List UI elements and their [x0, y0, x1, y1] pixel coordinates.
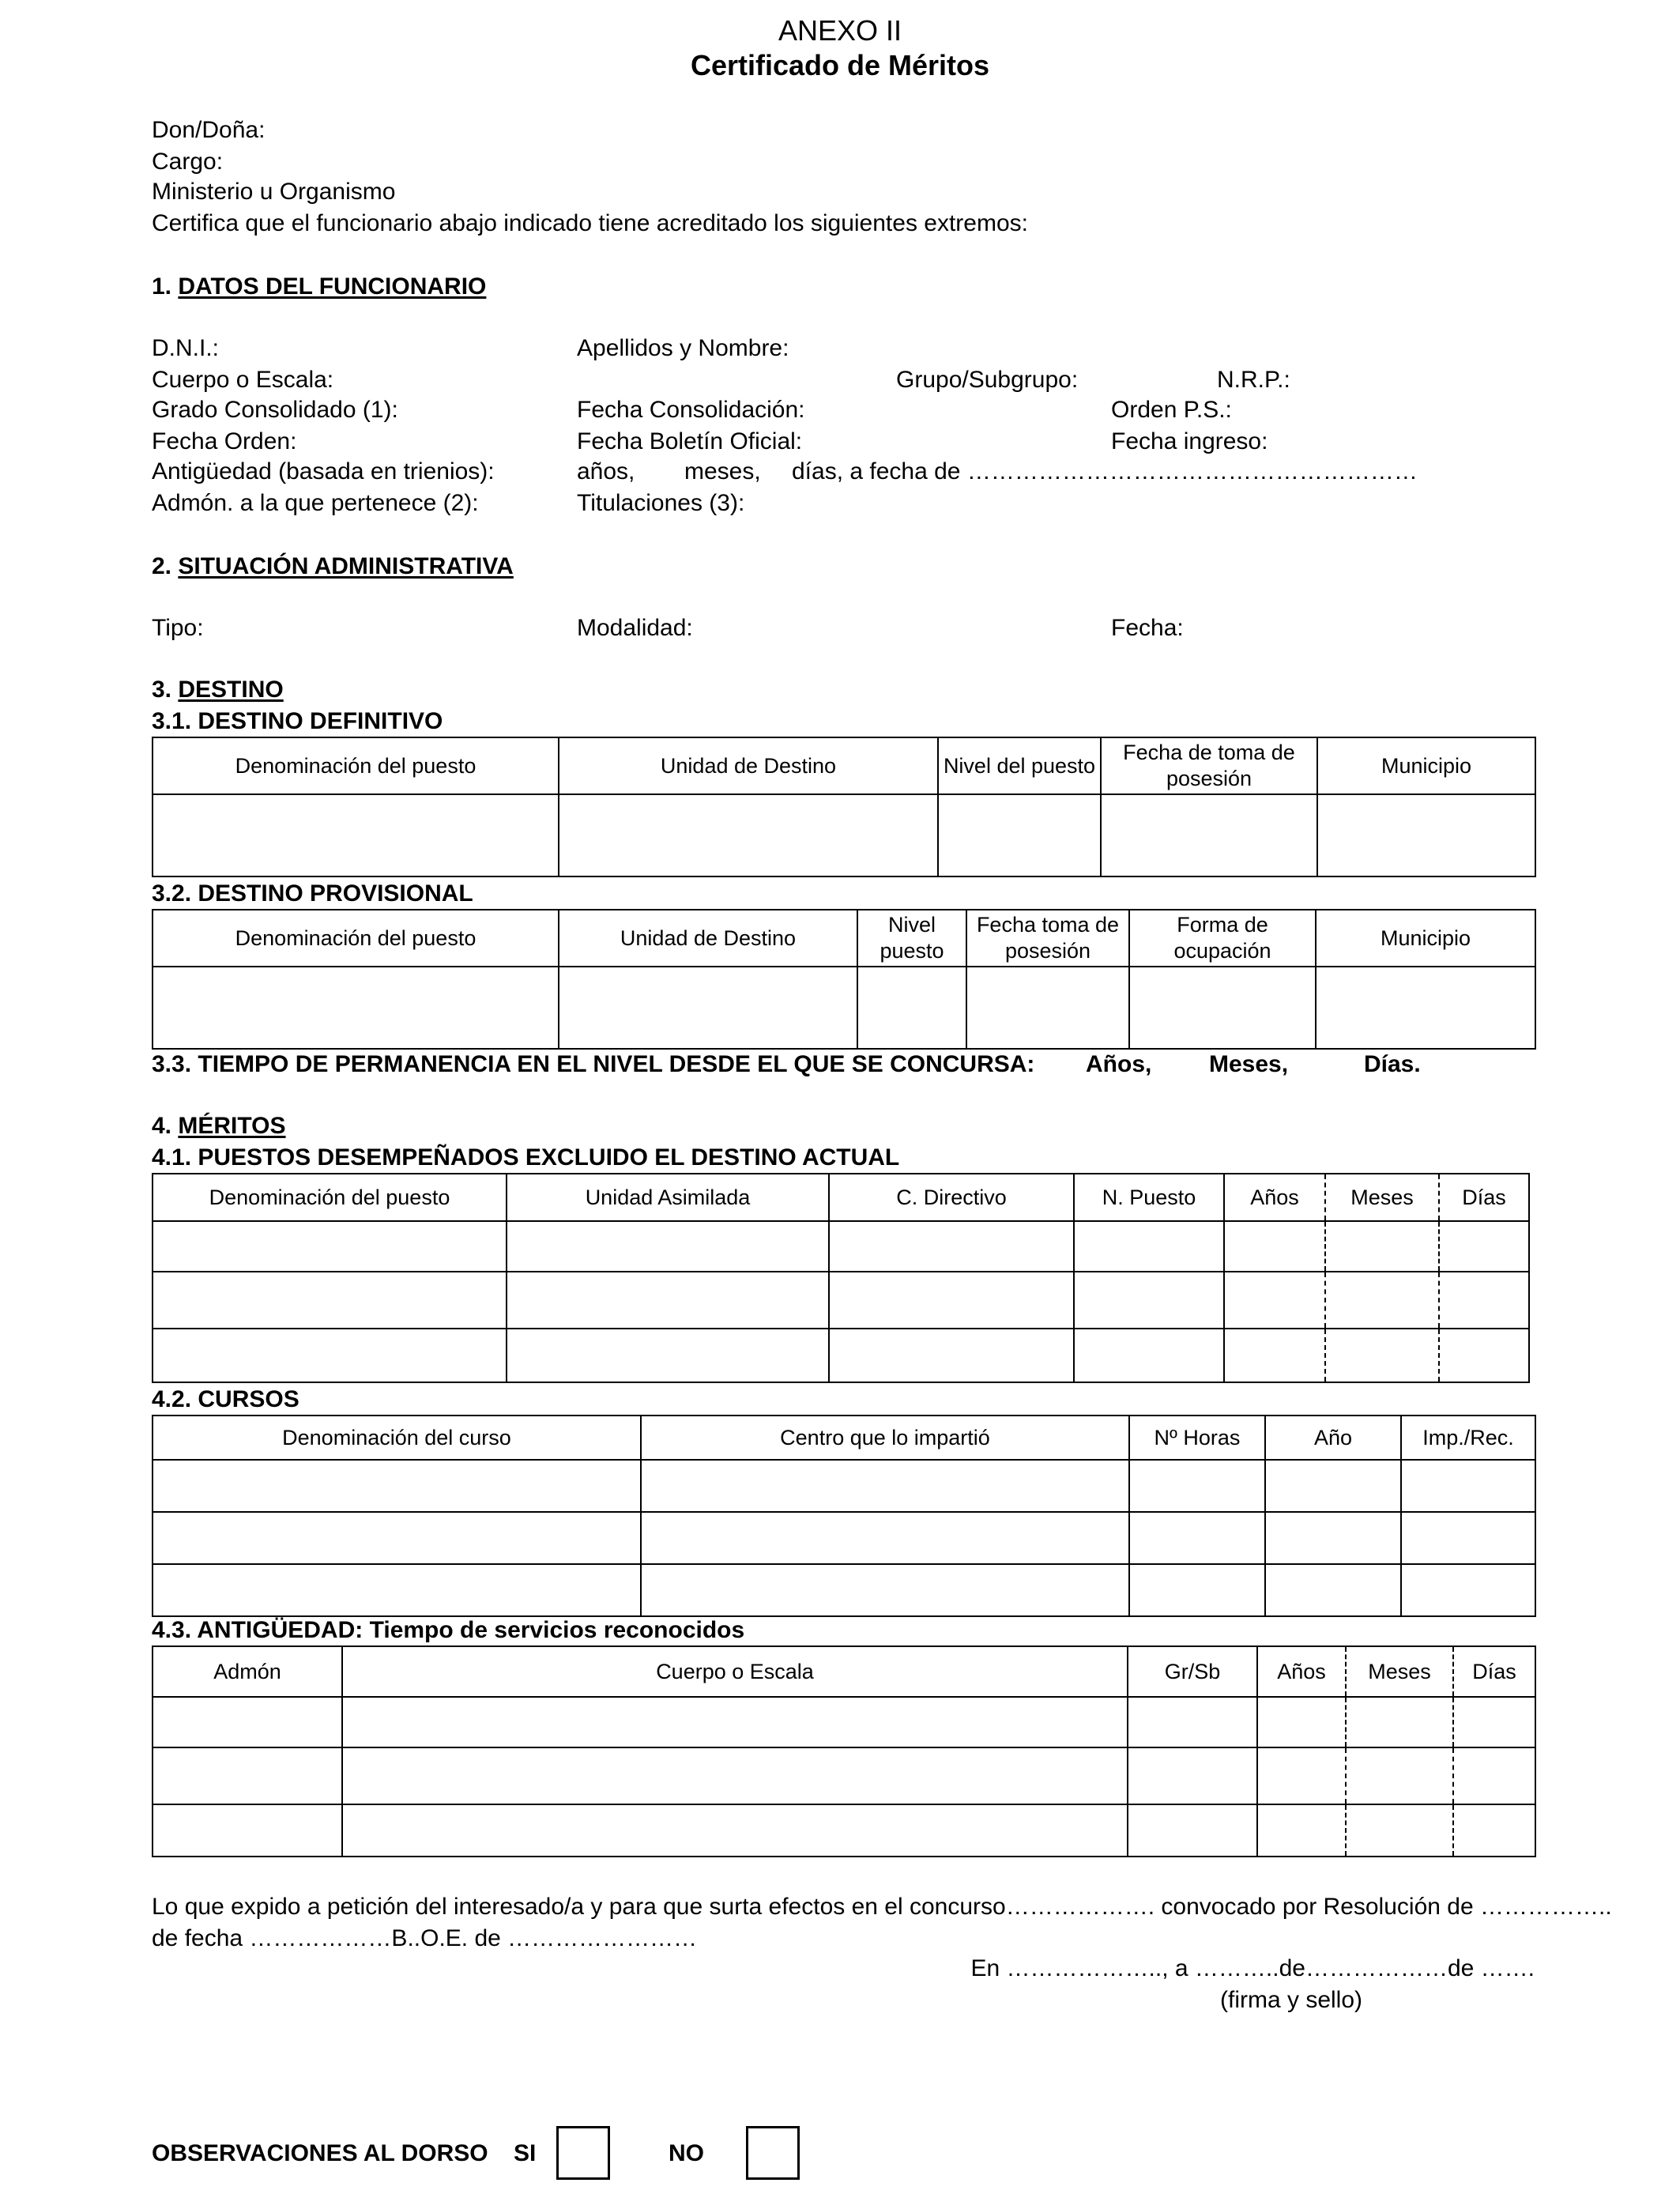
annex-label: ANEXO II — [778, 14, 902, 47]
don-label: Don/Doña: — [152, 117, 266, 143]
table-cell[interactable] — [153, 1697, 342, 1747]
table-row — [153, 1272, 1529, 1329]
section-3-number: 3. — [152, 677, 172, 703]
section-4-heading — [152, 1113, 286, 1140]
table-header-row — [153, 1646, 1535, 1697]
table-cell[interactable] — [1129, 1564, 1265, 1616]
column-header: Años — [1224, 1174, 1325, 1221]
column-header: Cuerpo o Escala — [342, 1646, 1128, 1697]
table-cell[interactable] — [1128, 1697, 1257, 1747]
cursos-title: 4.2. CURSOS — [152, 1386, 299, 1412]
modalidad-label: Modalidad: — [577, 615, 693, 641]
section-2-heading — [152, 553, 514, 580]
table-cell[interactable] — [153, 1329, 507, 1382]
table-header-row — [153, 1174, 1529, 1221]
grupo-label: Grupo/Subgrupo: — [896, 367, 1079, 393]
place-date-line: En ……………….., a ………..de………………de ……. — [970, 1955, 1535, 1981]
column-header: Denominación del puesto — [153, 737, 559, 794]
antiguedad-table — [152, 1646, 1536, 1857]
table-cell[interactable] — [1401, 1512, 1535, 1564]
table-cell[interactable] — [1074, 1272, 1224, 1329]
fecha-orden-label: Fecha Orden: — [152, 428, 297, 454]
table-cell[interactable] — [1129, 1460, 1265, 1512]
table-cell[interactable] — [1346, 1697, 1453, 1747]
table-cell[interactable] — [153, 1272, 507, 1329]
table-cell[interactable] — [153, 967, 559, 1049]
table-cell[interactable] — [1257, 1747, 1346, 1804]
table-cell[interactable] — [1128, 1747, 1257, 1804]
table-cell[interactable] — [153, 1221, 507, 1272]
table-cell[interactable] — [857, 967, 966, 1049]
si-label: SI — [514, 2140, 537, 2166]
section-4-number: 4. — [152, 1113, 172, 1139]
table-cell[interactable] — [153, 1747, 342, 1804]
section-1-number: 1. — [152, 273, 172, 300]
no-label: NO — [669, 2140, 704, 2166]
column-header: N. Puesto — [1074, 1174, 1224, 1221]
table-row — [153, 1512, 1535, 1564]
tipo-label: Tipo: — [152, 615, 204, 641]
table-cell[interactable] — [641, 1564, 1129, 1616]
table-cell[interactable] — [342, 1747, 1128, 1804]
table-header-row — [153, 1416, 1535, 1460]
table-cell[interactable] — [559, 967, 857, 1049]
apellidos-label: Apellidos y Nombre: — [577, 335, 789, 361]
column-header: Fecha toma de posesión — [966, 910, 1129, 967]
table-row — [153, 1747, 1535, 1804]
certification-statement: Lo que expido a petición del interesado/a y para que surta efectos en el concurso………………. convocado por Resolución de …………….. — [152, 1894, 1612, 1920]
column-header: Gr/Sb — [1128, 1646, 1257, 1697]
table-row — [153, 1221, 1529, 1272]
column-header: Nº Horas — [1129, 1416, 1265, 1460]
table-cell[interactable] — [1257, 1804, 1346, 1857]
table-cell[interactable] — [1439, 1272, 1529, 1329]
column-header: Municipio — [1317, 737, 1535, 794]
document-title: Certificado de Méritos — [690, 49, 990, 81]
fecha-consolidacion-label: Fecha Consolidación: — [577, 397, 805, 423]
section-2-number: 2. — [152, 553, 172, 579]
table-cell[interactable] — [1101, 794, 1317, 876]
table-cell[interactable] — [342, 1697, 1128, 1747]
section-2-title: SITUACIÓN ADMINISTRATIVA — [178, 553, 514, 579]
nrp-label: N.R.P.: — [1217, 367, 1290, 393]
table-cell[interactable] — [1325, 1329, 1439, 1382]
table-row — [153, 1804, 1535, 1857]
table-cell[interactable] — [1317, 794, 1535, 876]
column-header: Días — [1453, 1646, 1535, 1697]
admon-label: Admón. a la que pertenece (2): — [152, 490, 479, 516]
permanencia-dias: Días. — [1364, 1051, 1421, 1077]
column-header: Unidad de Destino — [559, 910, 857, 967]
permanencia-label: 3.3. TIEMPO DE PERMANENCIA EN EL NIVEL DESDE EL QUE SE CONCURSA: — [152, 1051, 1035, 1077]
table-cell[interactable] — [966, 967, 1129, 1049]
cuerpo-label: Cuerpo o Escala: — [152, 367, 334, 393]
column-header: Meses — [1325, 1174, 1439, 1221]
section-3-heading — [152, 677, 284, 703]
table-header-row — [153, 910, 1535, 967]
ministerio-label: Ministerio u Organismo — [152, 179, 396, 205]
table-row — [153, 967, 1535, 1049]
fecha-boletin-label: Fecha Boletín Oficial: — [577, 428, 803, 454]
antiguedad-title: 4.3. ANTIGÜEDAD: Tiempo de servicios reconocidos — [152, 1617, 745, 1643]
table-cell[interactable] — [1224, 1221, 1325, 1272]
table-cell[interactable] — [342, 1804, 1128, 1857]
table-row — [153, 794, 1535, 876]
table-cell[interactable] — [153, 1804, 342, 1857]
observaciones-label: OBSERVACIONES AL DORSO — [152, 2140, 488, 2166]
table-cell[interactable] — [641, 1460, 1129, 1512]
column-header: Unidad Asimilada — [507, 1174, 829, 1221]
table-cell[interactable] — [1224, 1272, 1325, 1329]
table-cell[interactable] — [153, 1460, 641, 1512]
antiguedad-anos: años, — [577, 458, 635, 484]
table-cell[interactable] — [1129, 1512, 1265, 1564]
antiguedad-label: Antigüedad (basada en trienios): — [152, 458, 495, 484]
column-header: Año — [1265, 1416, 1401, 1460]
column-header: Denominación del puesto — [153, 1174, 507, 1221]
column-header: Admón — [153, 1646, 342, 1697]
cargo-label: Cargo: — [152, 149, 224, 175]
column-header: Fecha de toma de posesión — [1101, 737, 1317, 794]
table-row — [153, 1460, 1535, 1512]
table-cell[interactable] — [829, 1221, 1074, 1272]
table-cell[interactable] — [1439, 1329, 1529, 1382]
section-3-title: DESTINO — [178, 677, 284, 703]
table-cell[interactable] — [1265, 1512, 1401, 1564]
column-header: Días — [1439, 1174, 1529, 1221]
column-header: Nivel del puesto — [938, 737, 1101, 794]
table-cell[interactable] — [153, 794, 559, 876]
table-row — [153, 1697, 1535, 1747]
si-checkbox[interactable] — [556, 2126, 610, 2180]
table-cell[interactable] — [1439, 1221, 1529, 1272]
firma-sello-label: (firma y sello) — [1220, 1987, 1363, 2013]
table-cell[interactable] — [1224, 1329, 1325, 1382]
cursos-table — [152, 1415, 1536, 1617]
no-checkbox[interactable] — [746, 2126, 800, 2180]
destino-definitivo-title: 3.1. DESTINO DEFINITIVO — [152, 708, 443, 734]
fecha-ingreso-label: Fecha ingreso: — [1111, 428, 1268, 454]
table-cell[interactable] — [1128, 1804, 1257, 1857]
table-cell[interactable] — [1401, 1460, 1535, 1512]
table-cell[interactable] — [507, 1221, 829, 1272]
table-header-row — [153, 737, 1535, 794]
table-cell[interactable] — [938, 794, 1101, 876]
table-cell[interactable] — [1325, 1221, 1439, 1272]
section-1-title: DATOS DEL FUNCIONARIO — [178, 273, 487, 300]
puestos-title: 4.1. PUESTOS DESEMPEÑADOS EXCLUIDO EL DESTINO ACTUAL — [152, 1144, 900, 1171]
table-cell[interactable] — [1129, 967, 1316, 1049]
fecha-label: Fecha: — [1111, 615, 1184, 641]
antiguedad-dias: días, a fecha de ………………………………………………… — [792, 458, 1418, 484]
table-cell[interactable] — [1265, 1564, 1401, 1616]
table-cell[interactable] — [829, 1329, 1074, 1382]
certification-date-line: de fecha ………………B..O.E. de …………………… — [152, 1925, 698, 1951]
table-cell[interactable] — [1453, 1747, 1535, 1804]
orden-ps-label: Orden P.S.: — [1111, 397, 1232, 423]
column-header: Centro que lo impartió — [641, 1416, 1129, 1460]
destino-definitivo-table — [152, 737, 1536, 877]
destino-provisional-title: 3.2. DESTINO PROVISIONAL — [152, 880, 473, 907]
section-1-heading — [152, 273, 486, 300]
column-header: Forma de ocupación — [1129, 910, 1316, 967]
destino-provisional-table — [152, 909, 1536, 1050]
table-cell[interactable] — [1257, 1697, 1346, 1747]
grado-label: Grado Consolidado (1): — [152, 397, 398, 423]
table-row — [153, 1329, 1529, 1382]
table-cell[interactable] — [829, 1272, 1074, 1329]
column-header: Nivel puesto — [857, 910, 966, 967]
column-header: C. Directivo — [829, 1174, 1074, 1221]
column-header: Denominación del puesto — [153, 910, 559, 967]
table-cell[interactable] — [1453, 1804, 1535, 1857]
table-cell[interactable] — [1453, 1697, 1535, 1747]
table-cell[interactable] — [641, 1512, 1129, 1564]
permanencia-anos: Años, — [1086, 1051, 1152, 1077]
column-header: Unidad de Destino — [559, 737, 938, 794]
column-header: Denominación del curso — [153, 1416, 641, 1460]
table-cell[interactable] — [1401, 1564, 1535, 1616]
column-header: Municipio — [1316, 910, 1535, 967]
column-header: Imp./Rec. — [1401, 1416, 1535, 1460]
table-cell[interactable] — [1316, 967, 1535, 1049]
table-cell[interactable] — [559, 794, 938, 876]
section-4-title: MÉRITOS — [178, 1113, 286, 1139]
table-row — [153, 1564, 1535, 1616]
dni-label: D.N.I.: — [152, 335, 220, 361]
table-cell[interactable] — [507, 1272, 829, 1329]
table-cell[interactable] — [1074, 1221, 1224, 1272]
permanencia-meses: Meses, — [1209, 1051, 1289, 1077]
antiguedad-meses: meses, — [684, 458, 761, 484]
column-header: Meses — [1346, 1646, 1453, 1697]
table-cell[interactable] — [153, 1564, 641, 1616]
table-cell[interactable] — [1074, 1329, 1224, 1382]
table-cell[interactable] — [1325, 1272, 1439, 1329]
puestos-table — [152, 1173, 1530, 1383]
table-cell[interactable] — [1346, 1804, 1453, 1857]
titulaciones-label: Titulaciones (3): — [577, 490, 745, 516]
table-cell[interactable] — [1346, 1747, 1453, 1804]
table-cell[interactable] — [507, 1329, 829, 1382]
table-cell[interactable] — [153, 1512, 641, 1564]
column-header: Años — [1257, 1646, 1346, 1697]
table-cell[interactable] — [1265, 1460, 1401, 1512]
certifica-text: Certifica que el funcionario abajo indicado tiene acreditado los siguientes extremos: — [152, 210, 1028, 236]
